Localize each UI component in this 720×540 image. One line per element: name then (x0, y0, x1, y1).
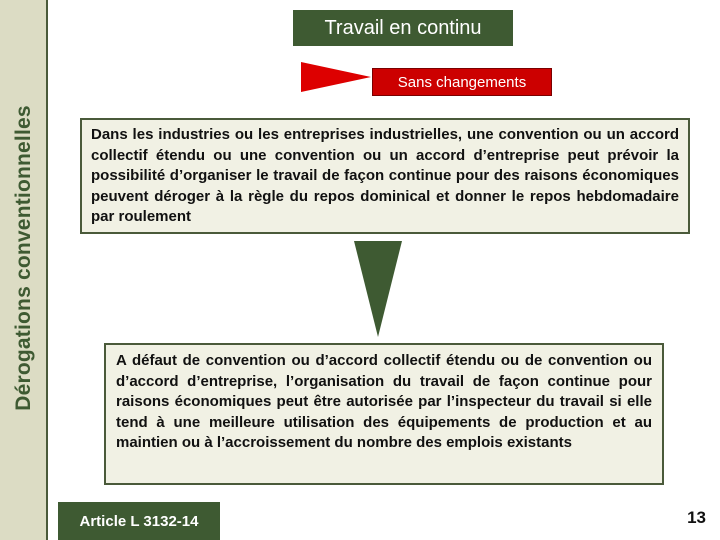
paragraph-2: A défaut de convention ou d’accord collectif étendu ou de convention ou d’accord d’entreprise, l’organisation du travail de façon continue pour raisons économiques peut être autorisée par l’inspecteur du travail si elle tend à une meilleure utilisation des équipements de production et au maintien ou à l’accroissement du nombre des emplois existants (116, 352, 652, 451)
page-title: Travail en continu (293, 10, 513, 46)
page-number: 13 (687, 508, 706, 527)
text-box-convention (80, 118, 690, 234)
text-box-inspection (104, 343, 664, 485)
down-arrow-icon (354, 241, 402, 337)
right-arrow-icon (301, 62, 371, 92)
side-bar (0, 0, 48, 540)
status-badge: Sans changements (372, 68, 552, 96)
side-title: Dérogations conventionnelles (12, 105, 35, 411)
paragraph-1: Dans les industries ou les entreprises industrielles, une convention ou un accord collectif étendu ou une convention ou un accord d’entreprise peut prévoir la possibilité d’organiser le travail de façon continue pour des raisons économiques peuvent déroger à la règle du repos dominical et donner le repos hebdomadaire par roulement (91, 126, 679, 225)
article-reference: Article L 3132-14 (58, 502, 220, 540)
